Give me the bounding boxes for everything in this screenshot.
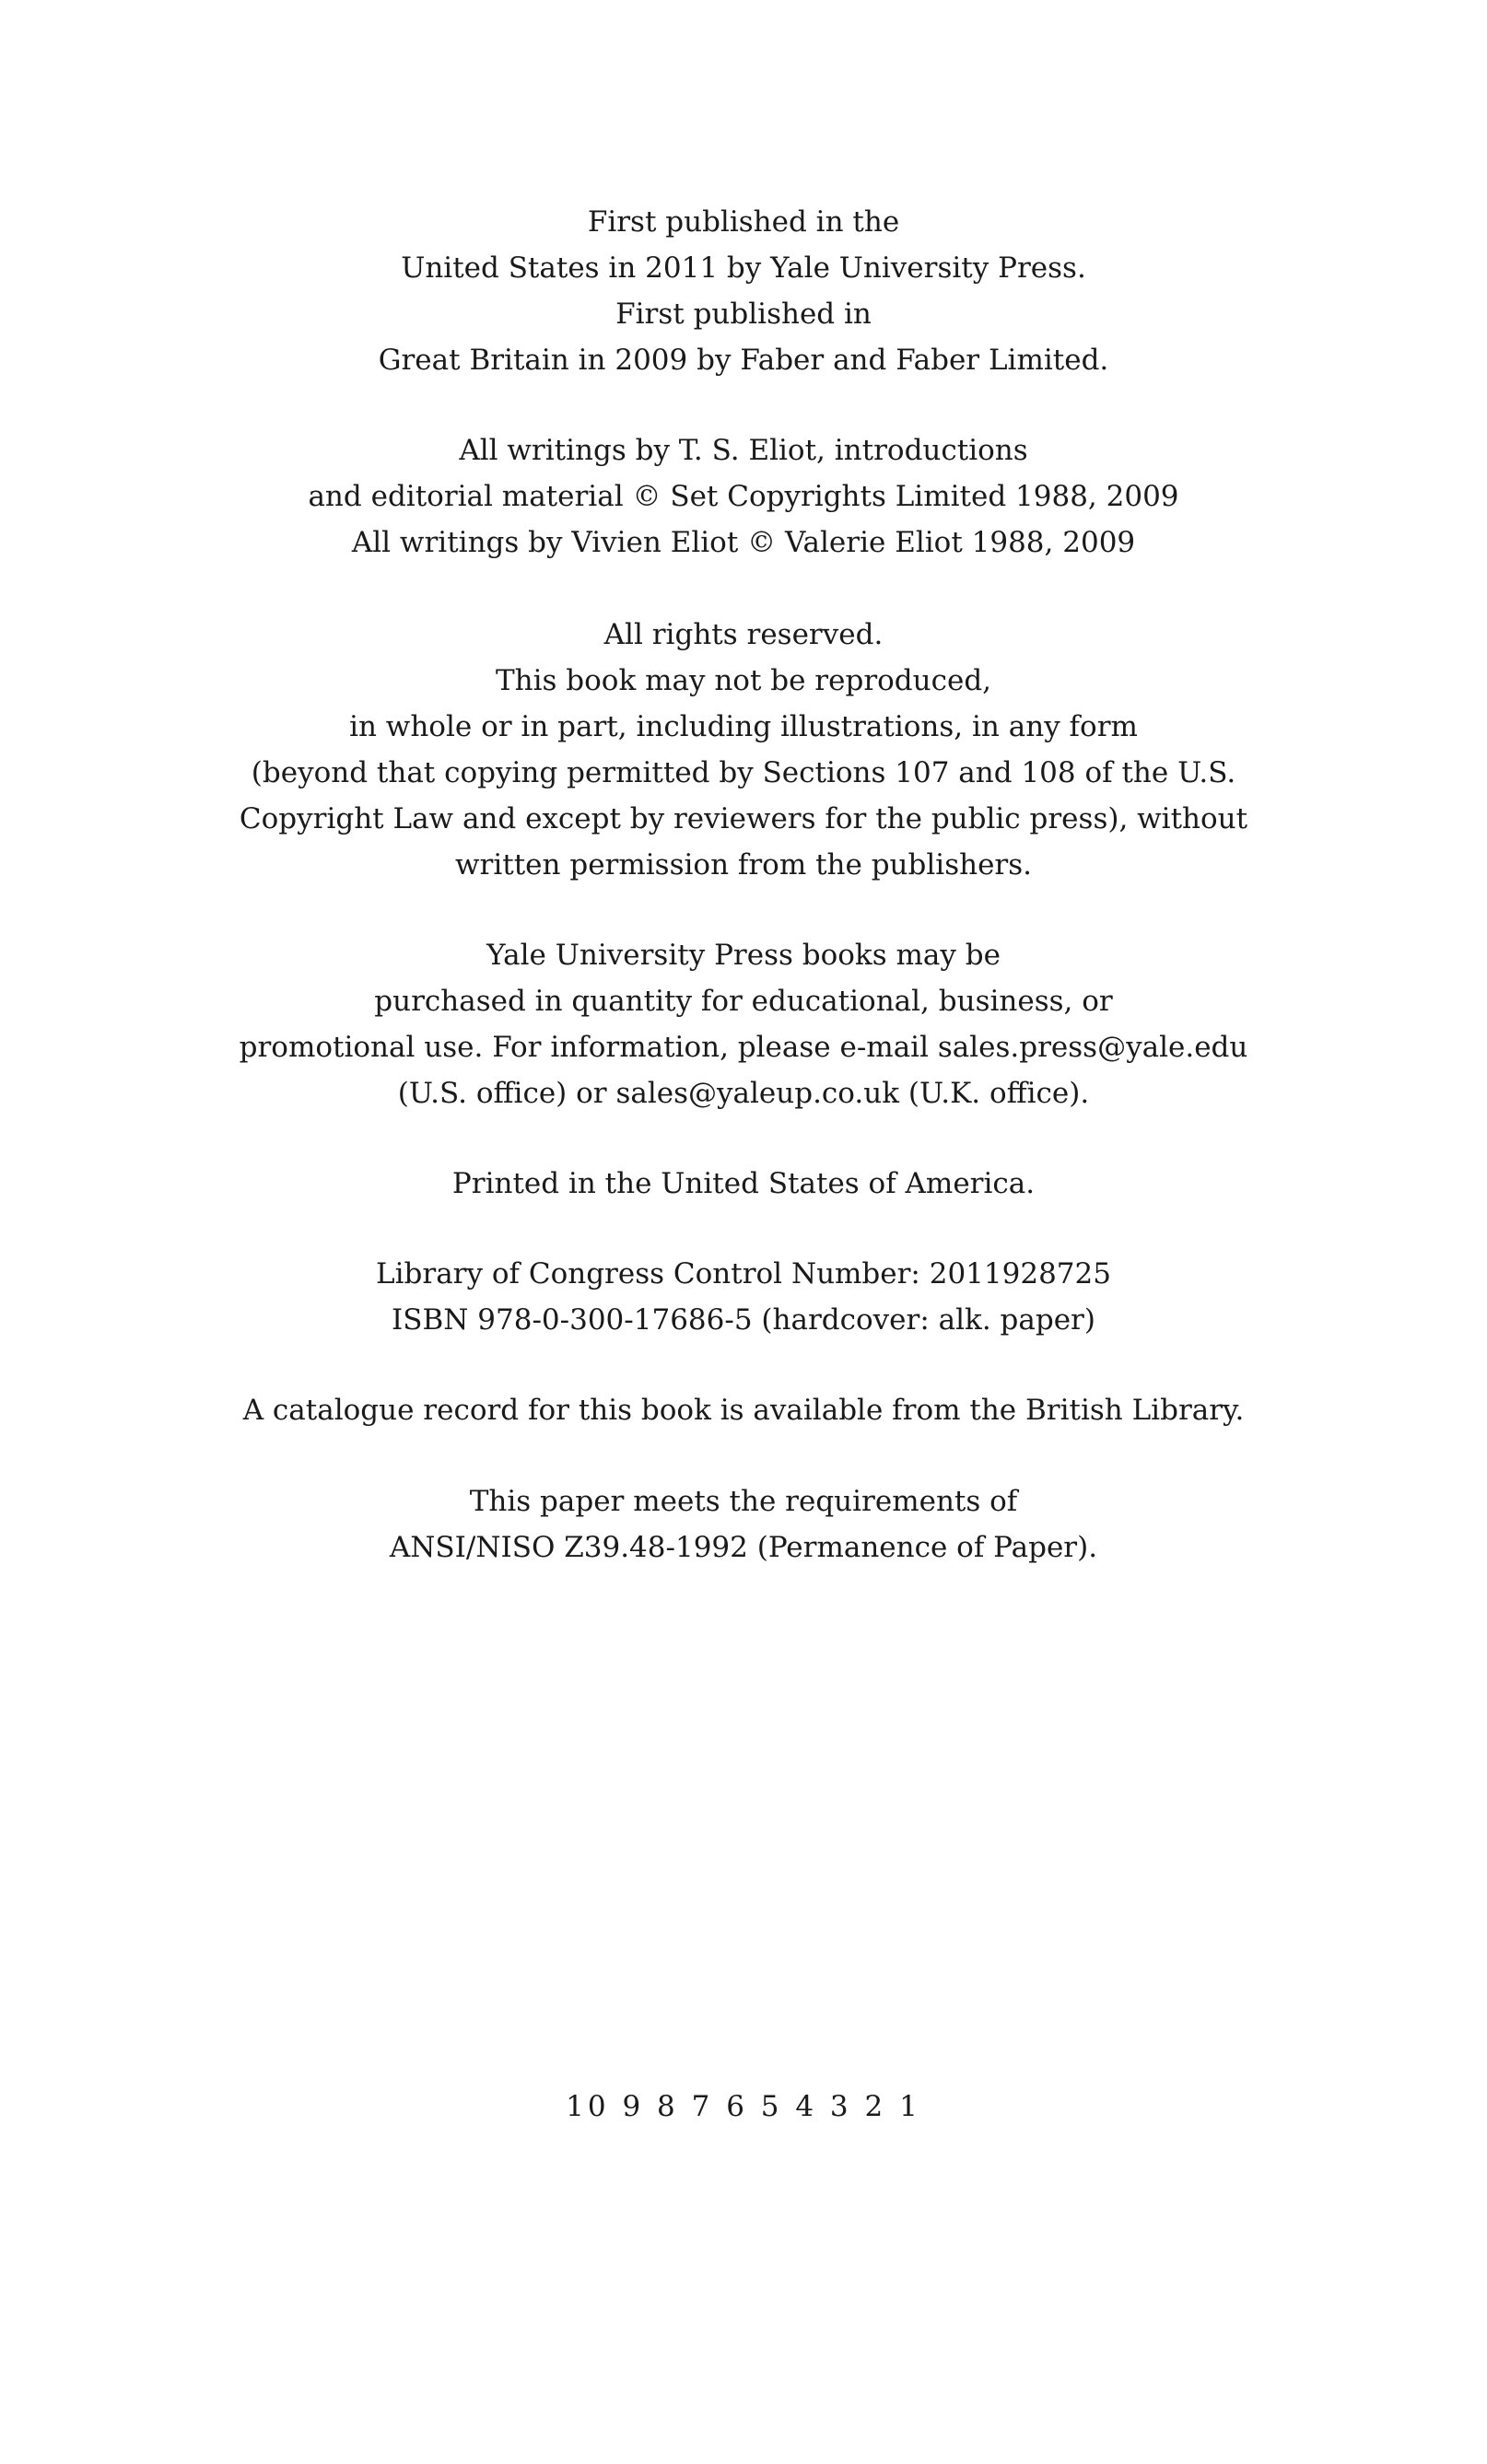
isbn-line: ISBN 978-0-300-17686-5 (hardcover: alk. paper) <box>392 1303 1095 1337</box>
british-library-notice <box>0 1387 1487 1433</box>
publication-line: First published in the <box>587 205 900 239</box>
rights-notice <box>0 612 1487 888</box>
sales-line: promotional use. For information, please e-mail sales.press@yale.edu <box>239 1031 1248 1064</box>
sales-line: purchased in quantity for educational, business, or <box>374 985 1113 1018</box>
rights-line: This book may not be reproduced, <box>495 664 992 697</box>
publication-line: First published in <box>615 298 872 331</box>
copyright-line: and editorial material © Set Copyrights Limited 1988, 2009 <box>308 480 1179 513</box>
copyright-line: All writings by Vivien Eliot © Valerie Eliot 1988, 2009 <box>351 526 1136 559</box>
paper-line: This paper meets the requirements of <box>469 1485 1018 1518</box>
lccn-line: Library of Congress Control Number: 2011928725 <box>376 1257 1111 1290</box>
printed-line: Printed in the United States of America. <box>451 1167 1036 1200</box>
copyright-line: All writings by T. S. Eliot, introductions <box>459 434 1028 467</box>
publication-line: Great Britain in 2009 by Faber and Faber Limited. <box>378 344 1109 377</box>
sales-notice <box>0 932 1487 1116</box>
printer-key: 10 9 8 7 6 5 4 3 2 1 <box>566 2090 921 2123</box>
rights-line: written permission from the publishers. <box>455 848 1032 882</box>
rights-line: in whole or in part, including illustrations, in any form <box>349 710 1138 743</box>
rights-line: (beyond that copying permitted by Sections 107 and 108 of the U.S. <box>251 756 1236 789</box>
catalog-data <box>0 1251 1487 1343</box>
printed-notice <box>0 1161 1487 1207</box>
publication-notice <box>0 199 1487 383</box>
publication-line: United States in 2011 by Yale University Press. <box>401 251 1086 285</box>
sales-line: Yale University Press books may be <box>486 939 1001 972</box>
paper-notice <box>0 1478 1487 1571</box>
british-library-line: A catalogue record for this book is available from the British Library. <box>242 1394 1245 1427</box>
rights-line: All rights reserved. <box>603 618 884 651</box>
sales-line: (U.S. office) or sales@yaleup.co.uk (U.K. office). <box>397 1077 1090 1110</box>
paper-line: ANSI/NISO Z39.48-1992 (Permanence of Paper). <box>389 1531 1098 1564</box>
rights-line: Copyright Law and except by reviewers for the public press), without <box>239 802 1248 835</box>
copyright-notice <box>0 427 1487 566</box>
